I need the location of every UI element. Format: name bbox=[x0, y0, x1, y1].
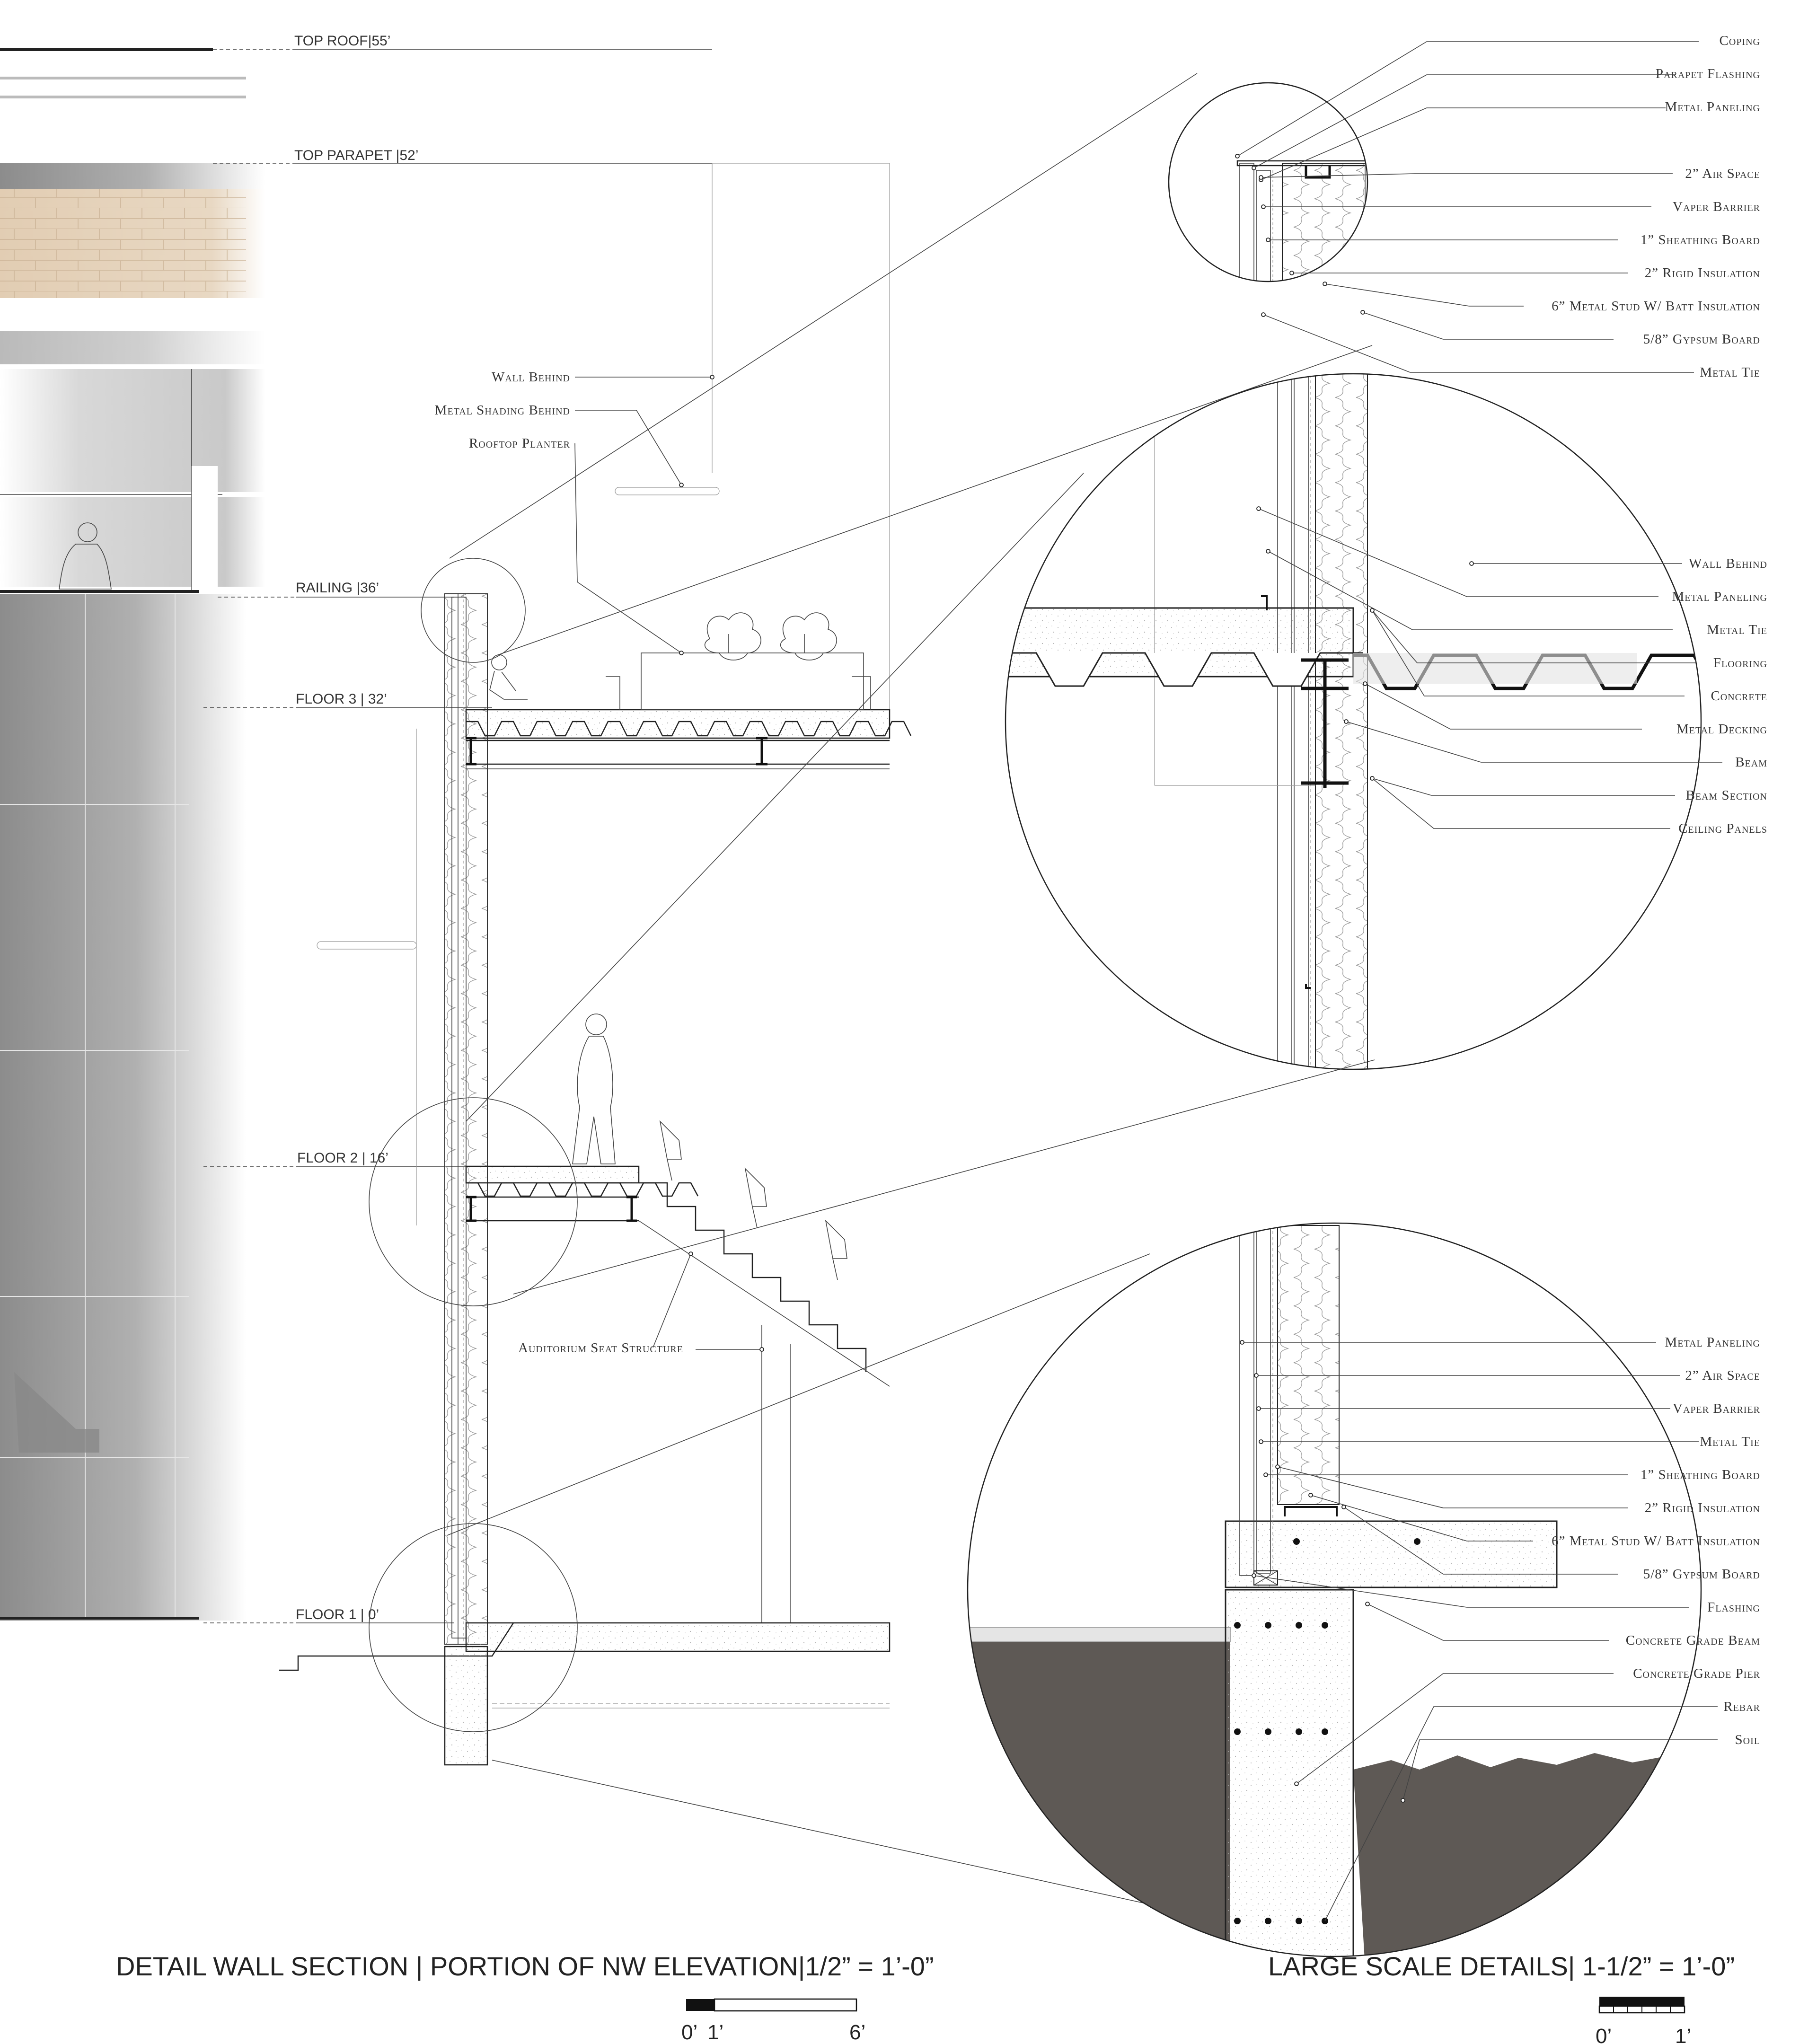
level-floor-1: FLOOR 1 | 0’ bbox=[296, 1607, 379, 1622]
top-label-rigid-insulation: 2” Rigid Insulation bbox=[1644, 265, 1760, 281]
elevation-strip bbox=[0, 50, 265, 1621]
bot-label-vaper-barrier: Vaper Barrier bbox=[1673, 1401, 1760, 1416]
person-figure-standing bbox=[573, 1014, 615, 1164]
level-floor-3: FLOOR 3 | 32’ bbox=[296, 691, 387, 707]
bot-label-grade-pier: Concrete Grade Pier bbox=[1633, 1666, 1760, 1681]
mid-label-wall-behind: Wall Behind bbox=[1688, 556, 1767, 571]
mid-label-metal-paneling: Metal Paneling bbox=[1672, 589, 1767, 604]
level-railing: RAILING |36’ bbox=[296, 580, 379, 596]
auditorium-seat-icons bbox=[660, 1121, 847, 1280]
main-wall-section bbox=[279, 163, 911, 1765]
top-label-coping: Coping bbox=[1719, 33, 1760, 48]
title-detail-wall-section: DETAIL WALL SECTION | PORTION OF NW ELEVATION|1/2” = 1’-0” bbox=[116, 1951, 934, 1981]
mid-label-beam: Beam bbox=[1735, 755, 1767, 770]
scale-right-1: 1’ bbox=[1675, 2025, 1692, 2044]
scale-left-6: 6’ bbox=[849, 2021, 866, 2044]
title-large-scale-details: LARGE SCALE DETAILS| 1-1/2” = 1’-0” bbox=[1268, 1951, 1735, 1981]
bot-label-grade-beam: Concrete Grade Beam bbox=[1625, 1633, 1760, 1648]
detail-mid-labels bbox=[1672, 556, 1767, 836]
person-figure-seated bbox=[490, 655, 528, 699]
label-auditorium: Auditorium Seat Structure bbox=[518, 1340, 683, 1356]
bot-label-gypsum: 5/8” Gypsum Board bbox=[1643, 1567, 1760, 1582]
scale-left-0: 0’ bbox=[681, 2021, 698, 2044]
detail-bottom-labels bbox=[1552, 1335, 1760, 1747]
mid-label-ceiling-panels: Ceiling Panels bbox=[1678, 821, 1767, 836]
bot-label-metal-stud: 6” Metal Stud W/ Batt Insulation bbox=[1552, 1533, 1760, 1549]
level-top-parapet: TOP PARAPET |52’ bbox=[294, 148, 419, 163]
top-label-vaper-barrier: Vaper Barrier bbox=[1673, 199, 1760, 214]
section-leaders bbox=[575, 377, 762, 1349]
top-label-sheathing: 1” Sheathing Board bbox=[1640, 232, 1760, 247]
top-label-gypsum: 5/8” Gypsum Board bbox=[1643, 332, 1760, 347]
mid-label-flooring: Flooring bbox=[1713, 655, 1767, 670]
bot-label-metal-tie: Metal Tie bbox=[1700, 1434, 1760, 1449]
top-label-metal-paneling: Metal Paneling bbox=[1665, 99, 1760, 115]
label-rooftop-planter: Rooftop Planter bbox=[468, 436, 570, 451]
label-metal-shading: Metal Shading Behind bbox=[434, 403, 570, 418]
bot-label-sheathing: 1” Sheathing Board bbox=[1640, 1467, 1760, 1482]
bot-label-soil: Soil bbox=[1735, 1732, 1760, 1747]
bot-label-rebar: Rebar bbox=[1723, 1699, 1760, 1714]
detail-bottom bbox=[965, 1223, 1701, 2044]
bot-label-air-space: 2” Air Space bbox=[1685, 1368, 1760, 1383]
scale-bar-right bbox=[1599, 1997, 1685, 2013]
top-label-parapet-flashing: Parapet Flashing bbox=[1655, 66, 1760, 81]
mid-label-metal-tie: Metal Tie bbox=[1707, 622, 1767, 637]
scale-right-0: 0’ bbox=[1596, 2025, 1612, 2044]
top-label-air-space: 2” Air Space bbox=[1685, 166, 1760, 181]
mid-label-beam-section: Beam Section bbox=[1685, 788, 1767, 803]
bot-label-metal-paneling: Metal Paneling bbox=[1665, 1335, 1760, 1350]
detail-top-leaders bbox=[1237, 42, 1699, 372]
section-leader-dots bbox=[679, 375, 764, 1351]
level-top-roof: TOP ROOF|55’ bbox=[294, 33, 391, 49]
top-label-metal-stud: 6” Metal Stud W/ Batt Insulation bbox=[1552, 299, 1760, 314]
mid-label-concrete: Concrete bbox=[1711, 688, 1767, 704]
label-wall-behind: Wall Behind bbox=[491, 370, 570, 385]
scale-bar-left bbox=[686, 1999, 856, 2011]
bot-label-flashing: Flashing bbox=[1707, 1600, 1760, 1615]
bot-label-rigid-insulation: 2” Rigid Insulation bbox=[1644, 1500, 1760, 1515]
level-floor-2: FLOOR 2 | 16’ bbox=[297, 1150, 388, 1166]
mid-label-metal-decking: Metal Decking bbox=[1676, 722, 1767, 737]
top-label-metal-tie: Metal Tie bbox=[1700, 365, 1760, 380]
scale-left-1: 1’ bbox=[707, 2021, 724, 2044]
